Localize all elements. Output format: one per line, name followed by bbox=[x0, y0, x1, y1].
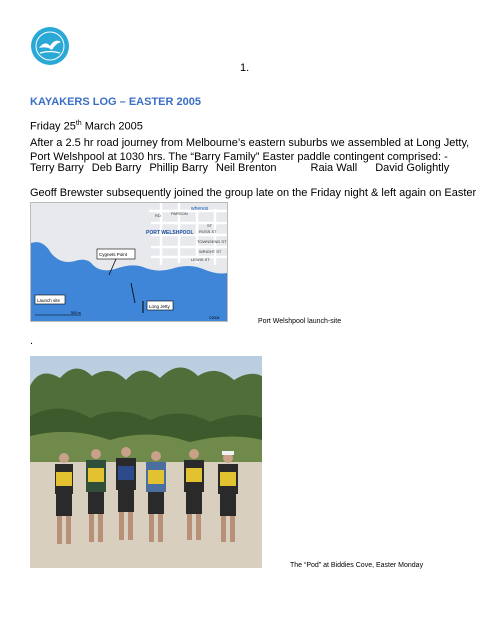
street-label: PARSON bbox=[171, 211, 188, 216]
town-label: PORT WELSHPOOL bbox=[146, 230, 194, 236]
callout-jetty: Long Jetty bbox=[149, 304, 170, 309]
group-photo bbox=[30, 356, 262, 568]
member-name: Neil Brenton bbox=[216, 162, 277, 174]
street-label: TOWNSEND ST bbox=[197, 239, 227, 244]
page-title: KAYAKERS LOG – EASTER 2005 bbox=[30, 96, 201, 108]
map-logo: whereis bbox=[191, 206, 209, 212]
photo-caption: The “Pod” at Biddies Cove, Easter Monday bbox=[290, 562, 424, 569]
map-caption: Port Welshpool launch-site bbox=[258, 318, 342, 325]
member-name: Raia Wall bbox=[310, 162, 358, 174]
member-name: Terry Barry bbox=[30, 162, 84, 174]
map-graphic bbox=[31, 203, 227, 321]
map-copyright: ©2004 bbox=[209, 316, 220, 320]
intro-paragraph: After a 2.5 hr road journey from Melbourne’s eastern suburbs we assembled at Long Jetty, Port Welshpool at 1030 hrs. The “Barry Family” Easter paddle contingent comprised: - bbox=[30, 137, 470, 163]
page-number: 1. bbox=[240, 62, 250, 74]
stray-dot: . bbox=[30, 335, 34, 347]
street-label: RD bbox=[155, 213, 161, 218]
callout-cygnets: Cygnets Point bbox=[99, 252, 128, 257]
street-label: ROSS ST bbox=[199, 229, 217, 234]
club-logo bbox=[30, 26, 70, 66]
launch-site-map bbox=[30, 202, 228, 322]
map-scale: 500 m bbox=[71, 311, 81, 315]
member-list bbox=[30, 162, 490, 174]
street-label: LEWIS ST bbox=[191, 257, 210, 262]
member-name: David Golightly bbox=[375, 162, 450, 174]
member-name: Deb Barry bbox=[91, 162, 142, 174]
kayakers-photo bbox=[30, 356, 262, 568]
callout-launch: Launch site bbox=[37, 298, 61, 303]
street-label: ST bbox=[207, 223, 213, 228]
bird-logo-icon bbox=[30, 26, 70, 66]
entry-date: Friday 25th March 2005 bbox=[30, 120, 143, 133]
note-paragraph: Geoff Brewster subsequently joined the group late on the Friday night & left again on Easter bbox=[30, 187, 477, 199]
street-label: WRIGHT ST bbox=[199, 249, 222, 254]
member-name: Phillip Barry bbox=[149, 162, 208, 174]
